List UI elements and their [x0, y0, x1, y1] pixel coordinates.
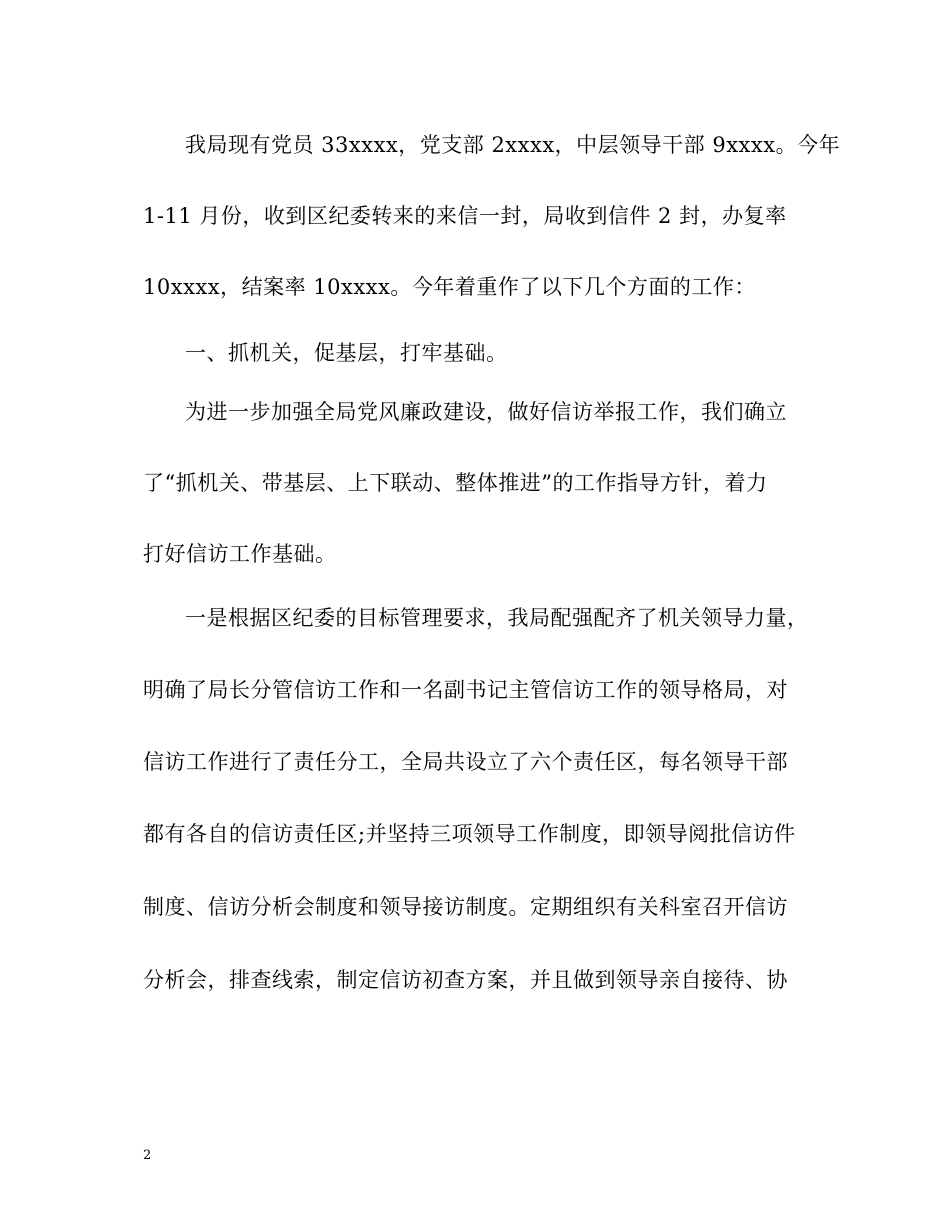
paragraph-line: 明确了局长分管信访工作和一名副书记主管信访工作的领导格局，对	[143, 678, 788, 702]
paragraph-line: 一是根据区纪委的目标管理要求，我局配强配齐了机关领导力量，	[185, 606, 809, 630]
paragraph-line: 打好信访工作基础。	[143, 542, 337, 566]
paragraph-line: 为进一步加强全局党风廉政建设，做好信访举报工作，我们确立	[185, 400, 787, 424]
paragraph-line: 分析会，排查线索，制定信访初查方案，并且做到领导亲自接待、协	[143, 968, 788, 992]
paragraph-line: 10xxxx，结案率 10xxxx。今年着重作了以下几个方面的工作：	[143, 275, 756, 299]
paragraph-line: 都有各自的信访责任区;并坚持三项领导工作制度，即领导阅批信访件	[143, 822, 796, 846]
paragraph-line: 制度、信访分析会制度和领导接访制度。定期组织有关科室召开信访	[143, 895, 788, 919]
paragraph-line: 1-11 月份，收到区纪委转来的来信一封，局收到信件 2 封，办复率	[143, 204, 787, 228]
paragraph-line: 了“抓机关、带基层、上下联动、整体推进”的工作指导方针，着力	[143, 471, 768, 495]
section-heading: 一、抓机关，促基层，打牢基础。	[185, 341, 508, 365]
paragraph-line: 信访工作进行了责任分工，全局共设立了六个责任区，每名领导干部	[143, 750, 788, 774]
page-number: 2	[143, 1148, 152, 1163]
paragraph-line: 我局现有党员 33xxxx，党支部 2xxxx，中层领导干部 9xxxx。今年	[185, 133, 841, 157]
